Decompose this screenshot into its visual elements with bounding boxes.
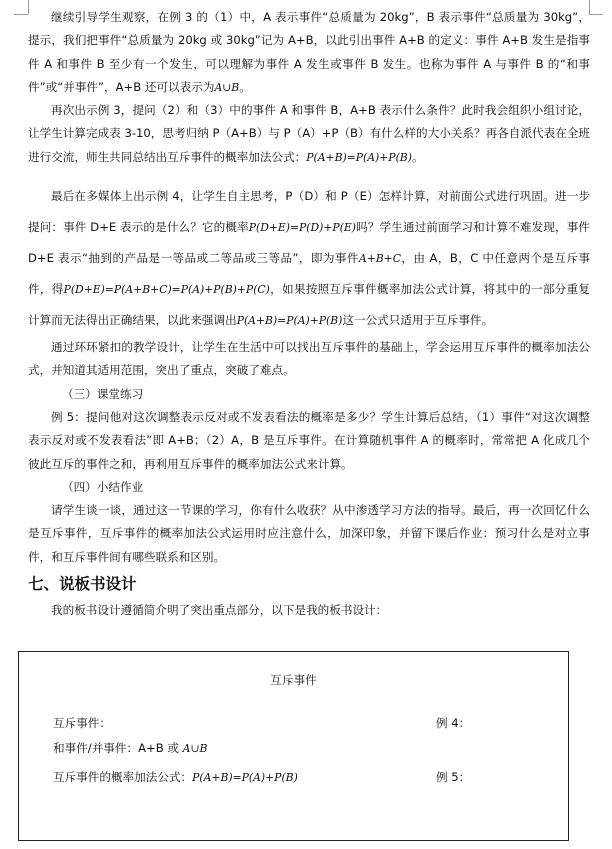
crop-mark-right-h — [589, 14, 603, 15]
board-mutually-exclusive-label: 互斥事件： — [53, 716, 111, 730]
math-union: A∪B — [214, 80, 240, 94]
text-run: ，如果按照互斥事件概率加法公式计算，将其中的一部分重复计算而无法得出正确结果，以此来强调出 — [28, 282, 590, 328]
text-run: 吗？学生通过前面学习和计算不难发现，事件 D+E 表示“抽到的产品是一等品或二等品或三等品”，即为事件 — [28, 220, 590, 266]
document-body — [28, 6, 590, 622]
board-union-label: 和事件/并事件：A+B 或 — [53, 741, 179, 755]
text-run: ，由 A，B，C 中任意两个是互斥事件，得 — [28, 251, 590, 297]
text-run: 再次出示例 3，提问（2）和（3）中的事件 A 和事件 B，A+B 表示什么条件？此时我会组织小组讨论，让学生计算完成表 3-10，思考归纳 P（A+B）与 P（A）+P（B）有什么样的大小关系？再各自派代表在全班进行交流，师生共同总结出互斥事件的概率加法公式： — [28, 103, 590, 164]
math-de-formula: P(D+E)=P(D)+P(E) — [248, 221, 357, 235]
paragraph-board-intro: 我的板书设计遵循简介明了突出重点部分，以下是我的板书设计： — [51, 603, 388, 618]
board-design-box — [18, 651, 569, 841]
paragraph-summary: 通过环环紧扣的教学设计，让学生在生活中可以找出互斥事件的基础上，学会运用互斥事件的概率加法公式，并知道其适用范围，突出了重点，突破了难点。 — [28, 340, 590, 378]
subheading-classroom-practice: （三）课堂练习 — [62, 386, 144, 401]
board-example-5-label: 例 5： — [436, 770, 471, 784]
board-union-row — [53, 740, 207, 756]
board-example-4-label: 例 4： — [436, 716, 471, 730]
paragraph-example-4 — [28, 181, 590, 336]
board-formula-label: 互斥事件的概率加法公式： — [53, 770, 193, 784]
paragraph-example-3 — [28, 99, 590, 169]
math-addition-formula-2: P(A+B)=P(A)+P(B) — [236, 314, 343, 328]
board-formula-math: P(A+B)=P(A)+P(B) — [192, 771, 298, 784]
paragraph-and-event — [28, 6, 590, 99]
text-run: 。 — [239, 79, 251, 94]
section-heading-board-design: 七、说板书设计 — [28, 575, 137, 594]
text-run: 这一公式只适用于互斥事件。 — [342, 313, 494, 328]
text-run: 继续引导学生观察，在例 3 的（1）中，A 表示事件“总质量为 20kg”，B 表示事件“总质量为 30kg”，提示，我们把事件“总质量为 20kg 或 30kg”记为 A+B，以此引出事件 A+B 的定义：事件 A+B 发生是指事件 A 和事件 B 至少有一个发生，可以理解为事件 A 发生或事件 B 发生。也称为事件 A 与事件 B 的“和事件”或“并事件”，A+B 还可以表示为 — [28, 10, 590, 94]
board-union-math: A∪B — [182, 742, 208, 755]
paragraph-homework: 请学生谈一谈，通过这一节课的学习，你有什么收获？从中渗透学习方法的指导。最后，再一次回忆什么是互斥事件，互斥事件的概率加法公式运用时应注意什么，加深印象，并留下课后作业：预习什么是对立事件，和互斥事件间有哪些联系和区别。 — [28, 503, 590, 564]
text-run: 。 — [411, 149, 424, 164]
board-formula-row — [53, 769, 298, 785]
math-abc: A+B+C — [358, 252, 401, 266]
math-abc-formula: P(D+E)=P(A+B+C)=P(A)+P(B)+P(C) — [63, 283, 270, 297]
board-title: 互斥事件 — [270, 673, 317, 687]
spacer — [28, 169, 590, 181]
text-run: 最后在多媒体上出示例 4，让学生自主思考，P（D）和 P（E）怎样计算，对前面公式进行巩固。进一步提问：事件 D+E 表示的是什么？它的概率 — [28, 189, 590, 235]
subheading-summary-homework: （四）小结作业 — [62, 479, 144, 494]
math-addition-formula: P(A+B)=P(A)+P(B) — [306, 150, 412, 164]
crop-mark-left-h — [14, 14, 28, 15]
paragraph-example-5: 例 5：提问他对这次调整表示反对或不发表看法的概率是多少？学生计算后总结，（1）事件“对这次调整表示反对或不发表看法”即 A+B；（2）A，B 是互斥事件。在计算随机事件 A 的概率时，常常把 A 化成几个彼此互斥的事件之和，再利用互斥事件的概率加法公式来计算。 — [28, 409, 590, 471]
